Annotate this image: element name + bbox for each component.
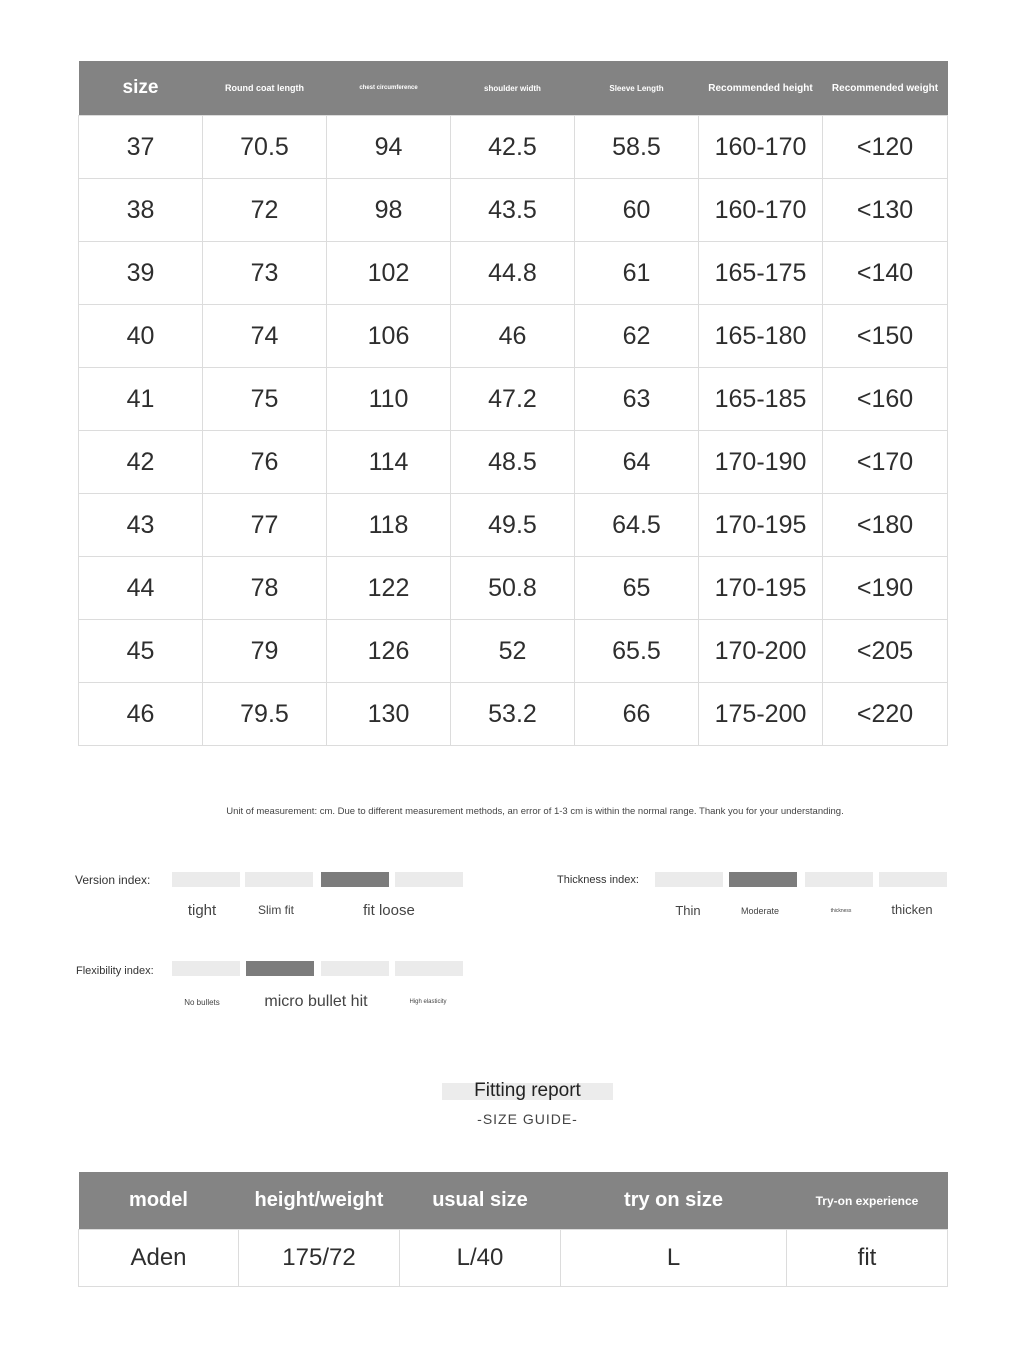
size-table-header-row: [79, 61, 948, 116]
fitting-table-header-row: [79, 1172, 948, 1230]
fitting-table-body: [79, 1230, 948, 1287]
table-cell: 64: [575, 431, 699, 494]
table-cell: 73: [203, 242, 327, 305]
table-cell: 64.5: [575, 494, 699, 557]
version-segment-4: [395, 872, 463, 887]
table-cell: <205: [823, 620, 948, 683]
table-cell: 130: [327, 683, 451, 746]
table-cell: 79: [203, 620, 327, 683]
table-cell: 175-200: [699, 683, 823, 746]
thickness-segment-2: [729, 872, 797, 887]
header-chest-circumference: chest circumference: [327, 61, 451, 116]
thickness-option-thin: Thin: [675, 903, 701, 918]
flexibility-segment-3: [321, 961, 389, 976]
size-table-body: [79, 116, 948, 746]
version-segment-3: [321, 872, 389, 887]
table-cell: <220: [823, 683, 948, 746]
table-cell: <190: [823, 557, 948, 620]
table-cell: 60: [575, 179, 699, 242]
table-cell: 75: [203, 368, 327, 431]
table-cell: 44: [79, 557, 203, 620]
thickness-segment-4: [879, 872, 947, 887]
thickness-option-thicken: thicken: [891, 902, 933, 917]
table-cell: 74: [203, 305, 327, 368]
table-cell: 65.5: [575, 620, 699, 683]
table-cell: 40: [79, 305, 203, 368]
table-cell: 58.5: [575, 116, 699, 179]
table-cell: 65: [575, 557, 699, 620]
table-row: [79, 1230, 948, 1287]
table-cell: 102: [327, 242, 451, 305]
thickness-option-thickness: thickness: [830, 908, 852, 914]
table-row: [79, 179, 948, 242]
header-model: model: [79, 1172, 239, 1230]
flexibility-option-micro-bullet-hit: micro bullet hit: [264, 993, 368, 1010]
fitting-report-title: Fitting report: [474, 1080, 581, 1101]
header-recommended-weight: Recommended weight: [823, 61, 948, 116]
fitting-report-table: [78, 1172, 948, 1287]
table-cell: 62: [575, 305, 699, 368]
table-cell: <170: [823, 431, 948, 494]
version-index-label: Version index:: [75, 873, 151, 887]
table-cell: 170-195: [699, 557, 823, 620]
table-cell: 122: [327, 557, 451, 620]
header-usual-size: usual size: [400, 1172, 561, 1230]
table-cell: <150: [823, 305, 948, 368]
table-cell: 39: [79, 242, 203, 305]
table-cell: 77: [203, 494, 327, 557]
table-cell: 98: [327, 179, 451, 242]
table-cell: L/40: [400, 1230, 561, 1287]
flexibility-segment-4: [395, 961, 463, 976]
table-row: [79, 557, 948, 620]
table-cell: 76: [203, 431, 327, 494]
table-cell: 114: [327, 431, 451, 494]
table-cell: 52: [451, 620, 575, 683]
table-cell: 48.5: [451, 431, 575, 494]
table-cell: 110: [327, 368, 451, 431]
table-cell: 118: [327, 494, 451, 557]
table-cell: 170-195: [699, 494, 823, 557]
table-cell: 94: [327, 116, 451, 179]
size-guide-subtitle: -SIZE GUIDE-: [477, 1111, 578, 1127]
table-row: [79, 368, 948, 431]
table-cell: 70.5: [203, 116, 327, 179]
measurement-note: Unit of measurement: cm. Due to different measurement methods, an error of 1-3 cm is within the normal range. Thank you for your understanding.: [226, 806, 844, 817]
table-cell: <180: [823, 494, 948, 557]
header-size: size: [79, 61, 203, 116]
flexibility-segment-1: [172, 961, 240, 976]
version-segment-1: [172, 872, 240, 887]
flexibility-index-label: Flexibility index:: [76, 965, 154, 977]
table-row: [79, 620, 948, 683]
version-option-tight: tight: [187, 902, 217, 919]
thickness-option-moderate: Moderate: [740, 906, 780, 916]
table-cell: 43.5: [451, 179, 575, 242]
header-height-weight: height/weight: [239, 1172, 400, 1230]
table-cell: <130: [823, 179, 948, 242]
table-cell: <140: [823, 242, 948, 305]
table-cell: 78: [203, 557, 327, 620]
table-cell: 165-175: [699, 242, 823, 305]
size-table: [78, 61, 948, 746]
table-cell: 46: [79, 683, 203, 746]
table-cell: 61: [575, 242, 699, 305]
table-cell: 42.5: [451, 116, 575, 179]
table-cell: 126: [327, 620, 451, 683]
table-cell: 53.2: [451, 683, 575, 746]
table-cell: 160-170: [699, 179, 823, 242]
version-segment-2: [245, 872, 313, 887]
table-cell: 50.8: [451, 557, 575, 620]
header-try-on-experience: Try-on experience: [787, 1172, 948, 1230]
table-row: [79, 116, 948, 179]
table-row: [79, 683, 948, 746]
thickness-segment-1: [655, 872, 723, 887]
table-cell: 170-190: [699, 431, 823, 494]
table-cell: L: [561, 1230, 787, 1287]
table-row: [79, 494, 948, 557]
table-cell: fit: [787, 1230, 948, 1287]
table-cell: 49.5: [451, 494, 575, 557]
table-cell: 175/72: [239, 1230, 400, 1287]
table-cell: 72: [203, 179, 327, 242]
table-cell: 41: [79, 368, 203, 431]
header-sleeve-length: Sleeve Length: [575, 61, 699, 116]
version-option-fit-loose: fit loose: [363, 902, 415, 919]
version-option-slim-fit: Slim fit: [258, 903, 294, 917]
table-cell: 165-185: [699, 368, 823, 431]
header-recommended-height: Recommended height: [699, 61, 823, 116]
table-cell: 37: [79, 116, 203, 179]
header-round-coat-length: Round coat length: [203, 61, 327, 116]
table-cell: 170-200: [699, 620, 823, 683]
table-cell: 44.8: [451, 242, 575, 305]
table-cell: 106: [327, 305, 451, 368]
flexibility-option-high-elasticity: High elasticity: [409, 999, 447, 1005]
flexibility-option-no-bullets: No bullets: [184, 998, 220, 1007]
table-cell: <120: [823, 116, 948, 179]
table-cell: 47.2: [451, 368, 575, 431]
header-shoulder-width: shoulder width: [451, 61, 575, 116]
table-row: [79, 305, 948, 368]
thickness-index-label: Thickness index:: [557, 874, 639, 886]
table-cell: <160: [823, 368, 948, 431]
table-cell: 66: [575, 683, 699, 746]
table-cell: 38: [79, 179, 203, 242]
table-row: [79, 242, 948, 305]
table-cell: 160-170: [699, 116, 823, 179]
table-row: [79, 431, 948, 494]
table-cell: 42: [79, 431, 203, 494]
table-cell: 46: [451, 305, 575, 368]
table-cell: Aden: [79, 1230, 239, 1287]
table-cell: 63: [575, 368, 699, 431]
table-cell: 45: [79, 620, 203, 683]
flexibility-segment-2: [246, 961, 314, 976]
table-cell: 165-180: [699, 305, 823, 368]
table-cell: 79.5: [203, 683, 327, 746]
thickness-segment-3: [805, 872, 873, 887]
header-try-on-size: try on size: [561, 1172, 787, 1230]
table-cell: 43: [79, 494, 203, 557]
